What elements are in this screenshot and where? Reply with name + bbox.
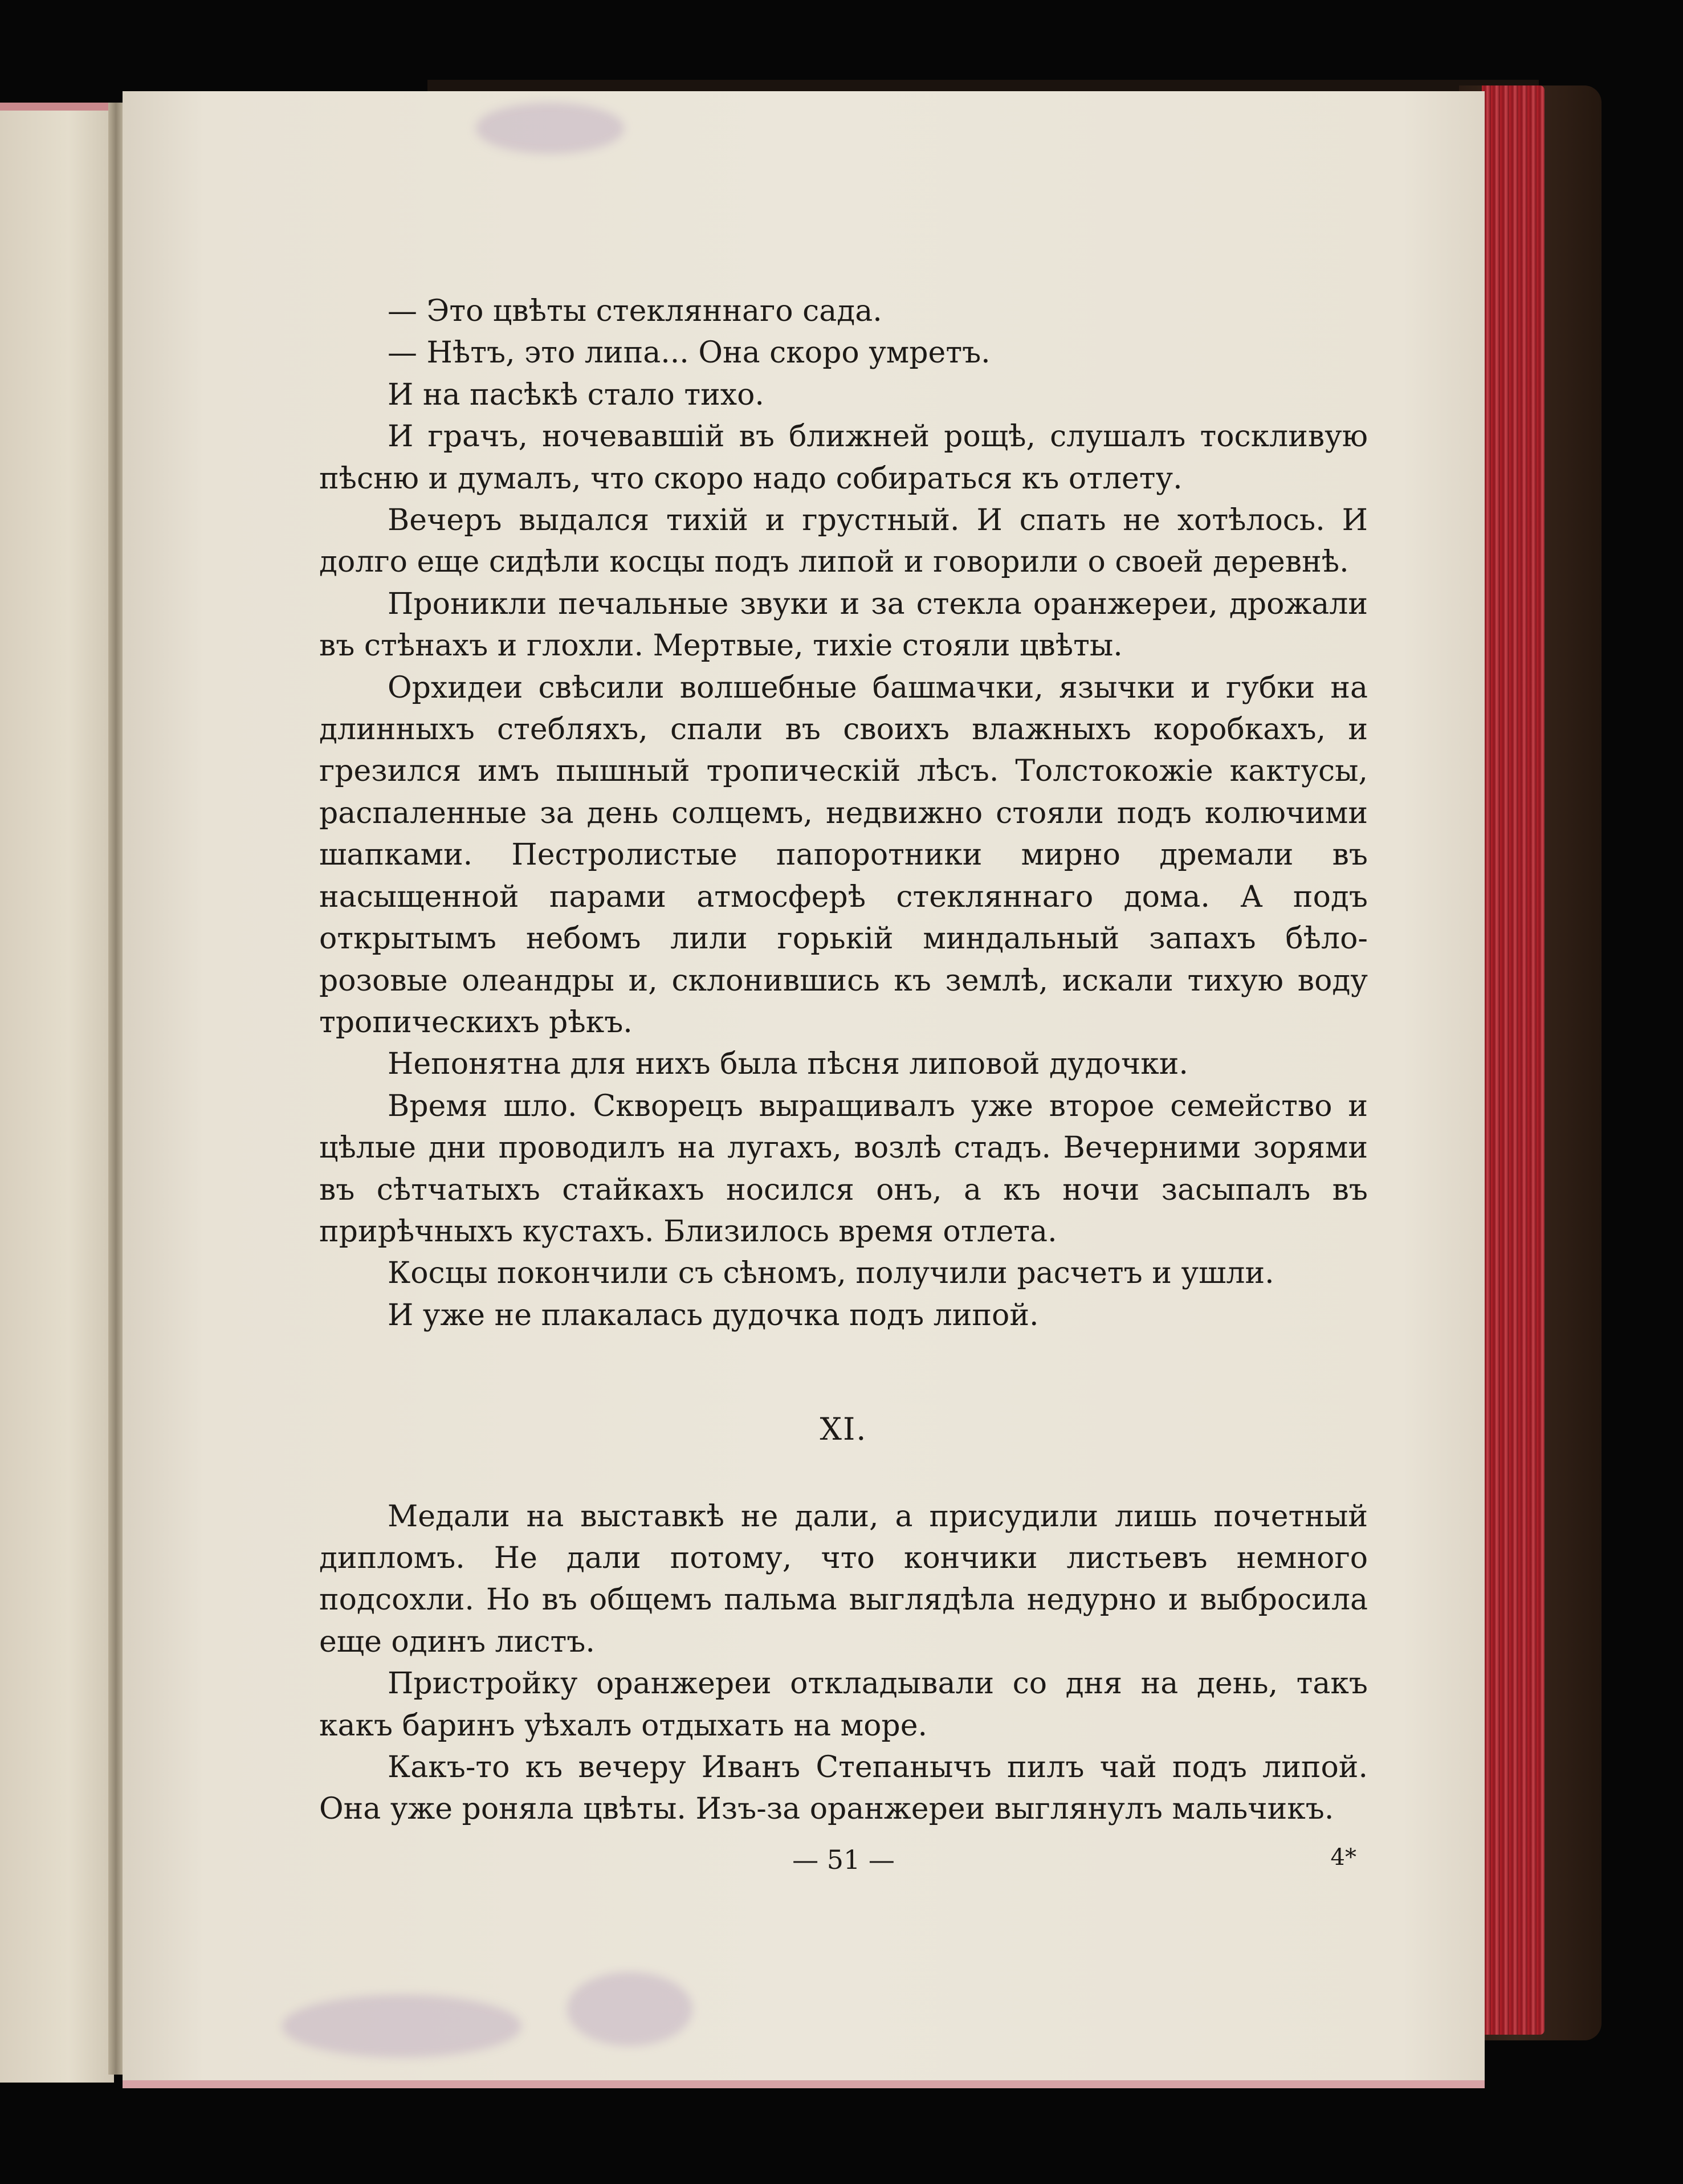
paragraph: И грачъ, ночевавшій въ ближней рощѣ, слушалъ тоскливую пѣсню и думалъ, что скоро надо собираться къ отлету. (319, 419, 1368, 496)
ink-smudge (567, 1972, 692, 2046)
page-text (319, 291, 1368, 1831)
ink-smudge (476, 103, 624, 154)
paragraph: Время шло. Скворецъ выращивалъ уже второе семейство и цѣлые дни проводилъ на лугахъ, возлѣ стадъ. Вечерними зорями въ сѣтчатыхъ стайкахъ носился онъ, а къ ночи засыпалъ въ прирѣчныхъ кустахъ. Близилось время отлета. (319, 1089, 1368, 1249)
page-edges (1482, 85, 1545, 2035)
paragraph: Проникли печальные звуки и за стекла оранжереи, дрожали въ стѣнахъ и глохли. Мертвые, тихіе стояли цвѣты. (319, 586, 1368, 663)
paragraph: Какъ-то къ вечеру Иванъ Степанычъ пилъ чай подъ липой. Она уже роняла цвѣты. Изъ-за оранжереи выглянулъ мальчикъ. (319, 1750, 1368, 1827)
paragraph: Орхидеи свѣсили волшебные башмачки, язычки и губки на длинныхъ стебляхъ, спали въ своихъ влажныхъ коробкахъ, и грезился имъ пышный тропическій лѣсъ. Толстокожіе кактусы, распаленные за день солцемъ, недвижно стояли подъ колючими шапками. Пестролистые папоротники мирно дремали въ насыщенной парами атмосферѣ стекляннаго дома. А подъ открытымъ небомъ лили горькій миндальный запахъ бѣло-розовые олеандры и, склонившись къ землѣ, искали тихую воду тропическихъ рѣкъ. (319, 670, 1368, 1040)
paragraph: Вечеръ выдался тихій и грустный. И спать не хотѣлось. И долго еще сидѣли косцы подъ липой и говорили о своей деревнѣ. (319, 503, 1368, 580)
chapter-heading: XI. (820, 1411, 867, 1448)
ink-smudge (282, 1995, 521, 2057)
page-footer (319, 1844, 1368, 1884)
signature-mark: 4* (1330, 1844, 1356, 1871)
paragraph: Медали на выставкѣ не дали, а присудили лишь почетный дипломъ. Не дали потому, что кончики листьевъ немного подсохли. Но въ общемъ пальма выглядѣла недурно и выбросила еще одинъ листъ. (319, 1499, 1368, 1659)
left-page (0, 103, 114, 2083)
paragraph: И на пасѣкѣ стало тихо. (388, 377, 764, 412)
paragraph: Пристройку оранжереи откладывали со дня на день, такъ какъ баринъ уѣхалъ отдыхать на море. (319, 1666, 1368, 1743)
paragraph: Непонятна для нихъ была пѣсня липовой дудочки. (388, 1047, 1188, 1082)
paragraph: — Это цвѣты стекляннаго сада. (388, 294, 882, 328)
page-number: — 51 — (792, 1844, 895, 1875)
paragraph: — Нѣтъ, это липа... Она скоро умретъ. (388, 336, 991, 370)
paragraph: Косцы покончили съ сѣномъ, получили расчетъ и ушли. (388, 1256, 1274, 1291)
paragraph: И уже не плакалась дудочка подъ липой. (388, 1298, 1039, 1333)
